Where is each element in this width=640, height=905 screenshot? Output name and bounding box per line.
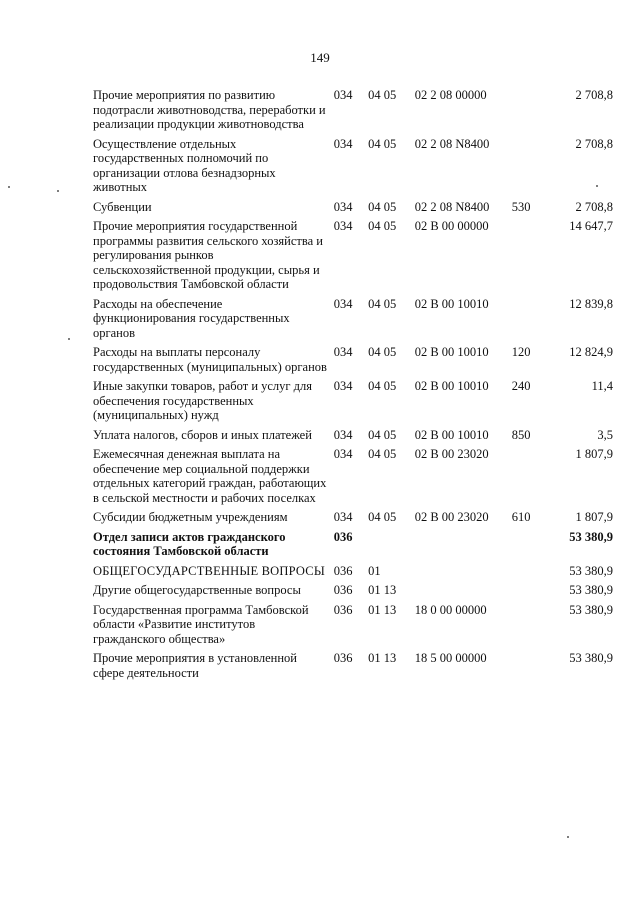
row-name: Уплата налогов, сборов и иных платежей (93, 427, 312, 442)
row-name: ОБЩЕГОСУДАРСТВЕННЫЕ ВОПРОСЫ (93, 563, 325, 578)
row-name: Расходы на выплаты персоналу государственных (муниципальных) органов (93, 345, 327, 374)
row-expense-type: 850 (511, 427, 531, 442)
row-expense-type (512, 564, 546, 584)
table-row (93, 447, 613, 510)
row-name: Иные закупки товаров, работ и услуг для обеспечения государственных (муниципальных) нужд (93, 379, 313, 422)
row-department-code: 034 (333, 427, 353, 442)
row-target-article: 02 В 00 23020 (414, 447, 489, 461)
row-name: Государственная программа Тамбовской области «Развитие институтов гражданского общества» (93, 602, 309, 646)
row-target-article (415, 583, 512, 603)
row-expense-type: 530 (511, 199, 531, 214)
row-department-code: 034 (333, 379, 353, 393)
row-target-article: 02 2 08 N8400 (414, 136, 490, 151)
row-target-article: 02 В 00 10010 (414, 427, 489, 442)
scan-speck (567, 836, 569, 838)
row-department-code: 034 (333, 447, 353, 461)
scan-speck (596, 185, 598, 187)
row-name: Прочие мероприятия государственной программы развития сельского хозяйства и регулирования рынков сельскохозяйственной продукции, сырья и продовольствия Тамбовской области (93, 219, 323, 291)
row-section-code: 04 05 (368, 296, 397, 311)
row-department-code: 034 (333, 345, 353, 359)
row-expense-type (512, 88, 546, 137)
row-department-code: 036 (333, 529, 353, 544)
table-row (93, 564, 613, 584)
row-name: Прочие мероприятия в установленной сфере деятельности (93, 651, 297, 680)
row-target-article: 18 5 00 00000 (414, 651, 487, 665)
row-target-article: 02 2 08 00000 (414, 88, 487, 102)
row-target-article: 02 В 00 23020 (414, 510, 489, 524)
table-row (93, 200, 613, 220)
row-department-code: 036 (333, 583, 353, 597)
table-row (93, 428, 613, 448)
row-name: Отдел записи актов гражданского состояния Тамбовской области (93, 529, 286, 558)
row-section-code: 04 05 (368, 345, 397, 359)
row-name: Субвенции (93, 199, 152, 214)
budget-table-body (93, 88, 613, 685)
row-department-code: 034 (333, 219, 353, 233)
row-expense-type (512, 651, 546, 685)
row-amount: 53 380,9 (569, 583, 613, 597)
row-name: Осуществление отдельных государственных полномочий по организации отлова безнадзорных животных (93, 136, 276, 194)
row-department-code: 034 (333, 88, 353, 102)
row-section-code: 04 05 (368, 199, 397, 214)
page-number: 149 (310, 50, 330, 65)
row-target-article: 02 В 00 00000 (414, 219, 489, 233)
row-target-article: 02 В 00 10010 (414, 379, 489, 393)
scan-speck (8, 186, 10, 188)
row-amount: 53 380,9 (569, 602, 613, 617)
row-amount: 2 708,8 (575, 88, 613, 102)
row-expense-type (512, 297, 546, 346)
row-amount: 12 839,8 (569, 296, 613, 311)
scan-speck (57, 190, 59, 192)
row-department-code: 036 (333, 651, 353, 665)
row-section-code: 01 13 (368, 602, 397, 617)
row-department-code: 034 (333, 136, 353, 151)
table-row (93, 88, 613, 137)
row-amount: 14 647,7 (569, 219, 613, 233)
row-department-code: 036 (333, 563, 353, 578)
row-expense-type (512, 447, 546, 510)
row-target-article (415, 564, 512, 584)
row-section-code: 04 05 (368, 136, 397, 151)
row-target-article: 02 В 00 10010 (414, 296, 489, 311)
row-section-code: 04 05 (368, 379, 397, 393)
row-amount: 53 380,9 (569, 563, 613, 578)
row-amount: 2 708,8 (575, 136, 613, 151)
table-row (93, 510, 613, 530)
table-row (93, 603, 613, 652)
row-expense-type (512, 530, 546, 564)
row-target-article: 02 2 08 N8400 (414, 199, 490, 214)
row-expense-type (512, 603, 546, 652)
row-amount: 2 708,8 (575, 199, 613, 214)
table-row (93, 651, 613, 685)
row-name: Расходы на обеспечение функционирования государственных органов (93, 296, 290, 340)
row-section-code (368, 530, 415, 564)
table-row (93, 583, 613, 603)
row-name: Прочие мероприятия по развитию подотрасли животноводства, переработки и реализации продукции животноводства (93, 88, 326, 131)
row-section-code: 04 05 (368, 88, 397, 102)
table-row (93, 137, 613, 200)
row-amount: 3,5 (597, 427, 613, 442)
row-department-code: 034 (333, 199, 353, 214)
row-section-code: 04 05 (368, 427, 397, 442)
row-amount: 53 380,9 (569, 651, 613, 665)
row-name: Субсидии бюджетным учреждениям (93, 510, 288, 524)
row-section-code: 04 05 (368, 447, 397, 461)
row-amount: 11,4 (591, 379, 613, 393)
budget-table (93, 88, 613, 685)
row-expense-type: 610 (511, 510, 531, 524)
row-expense-type (512, 219, 546, 297)
row-section-code: 01 (368, 563, 381, 578)
row-amount: 12 824,9 (569, 345, 613, 359)
row-target-article: 18 0 00 00000 (414, 602, 487, 617)
row-target-article (415, 530, 512, 564)
row-department-code: 036 (333, 602, 353, 617)
table-row (93, 530, 613, 564)
row-department-code: 034 (333, 296, 353, 311)
row-name: Другие общегосударственные вопросы (93, 583, 301, 597)
table-row (93, 379, 613, 428)
table-row (93, 297, 613, 346)
table-row (93, 219, 613, 297)
row-expense-type (512, 583, 546, 603)
row-section-code: 04 05 (368, 510, 397, 524)
row-expense-type: 240 (511, 379, 531, 393)
row-department-code: 034 (333, 510, 353, 524)
row-amount: 53 380,9 (569, 529, 613, 544)
row-section-code: 01 13 (368, 651, 397, 665)
row-section-code: 01 13 (368, 583, 397, 597)
row-amount: 1 807,9 (575, 510, 613, 524)
scan-speck (68, 338, 70, 340)
row-expense-type: 120 (511, 345, 531, 359)
row-section-code: 04 05 (368, 219, 397, 233)
row-amount: 1 807,9 (575, 447, 613, 461)
row-expense-type (512, 137, 546, 200)
row-name: Ежемесячная денежная выплата на обеспечение мер социальной поддержки отдельных категорий граждан, работающих в сельской местности и рабочих поселках (93, 447, 327, 505)
table-row (93, 345, 613, 379)
row-target-article: 02 В 00 10010 (414, 345, 489, 359)
